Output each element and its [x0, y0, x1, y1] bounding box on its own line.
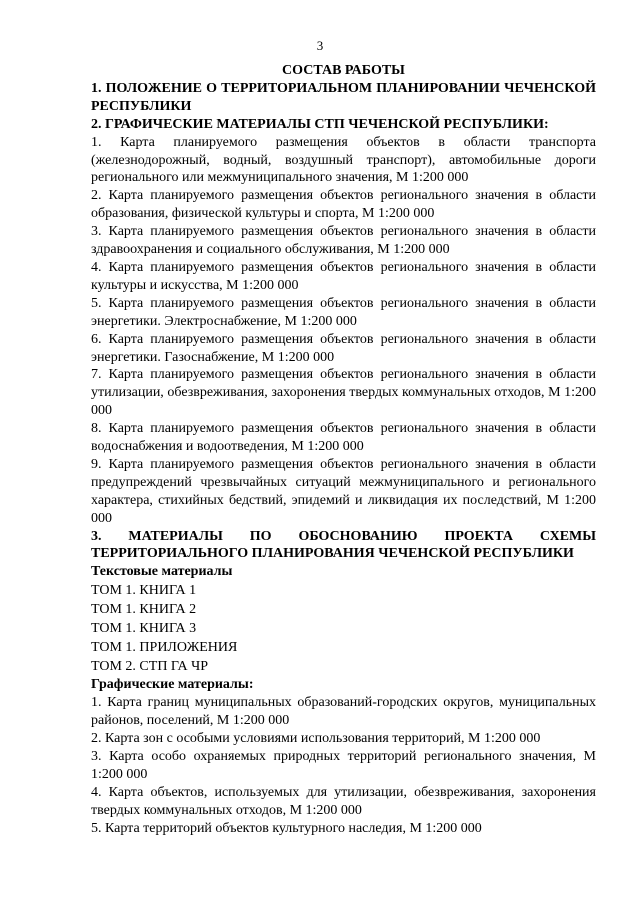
section-2-item: 1. Карта планируемого размещения объектов в области транспорта (железнодорожный, водный, воздушный транспорт), автомобильные дороги регионального или межмуниципального значения, М 1:200 000	[91, 134, 596, 186]
graphic-material-item: 5. Карта территорий объектов культурного наследия, М 1:200 000	[91, 820, 482, 836]
document-body	[91, 62, 596, 837]
section-2-item: 2. Карта планируемого размещения объектов регионального значения в области образования, физической культуры и спорта, М 1:200 000	[91, 188, 596, 222]
document-title: СОСТАВ РАБОТЫ	[282, 63, 405, 78]
page-number: 3	[316, 38, 324, 53]
section-2-item: 7. Карта планируемого размещения объектов регионального значения в области утилизации, обезвреживания, захоронения твердых коммунальных отходов, М 1:200 000	[91, 367, 596, 419]
section-2-item: 9. Карта планируемого размещения объектов регионального значения в области предупреждений чрезвычайных ситуаций межмуниципального и регионального характера, стихийных бедствий, эпидемий и ликвидация их последствий, М 1:200 000	[91, 456, 596, 526]
text-materials-heading: Текстовые материалы	[91, 564, 233, 580]
graphic-material-item: 3. Карта особо охраняемых природных территорий регионального значения, М 1:200 000	[91, 748, 596, 782]
graphic-material-item: 1. Карта границ муниципальных образований-городских округов, муниципальных районов, поселений, М 1:200 000	[91, 695, 596, 729]
text-material-item: ТОМ 1. КНИГА 3	[91, 621, 197, 637]
section-1-heading: 1. ПОЛОЖЕНИЕ О ТЕРРИТОРИАЛЬНОМ ПЛАНИРОВАНИИ ЧЕЧЕНСКОЙ РЕСПУБЛИКИ	[91, 80, 596, 114]
section-3-heading: 3. МАТЕРИАЛЫ ПО ОБОСНОВАНИЮ ПРОЕКТА СХЕМЫ ТЕРРИТОРИАЛЬНОГО ПЛАНИРОВАНИЯ ЧЕЧЕНСКОЙ РЕСПУБЛИКИ	[91, 528, 596, 562]
section-2-item: 4. Карта планируемого размещения объектов регионального значения в области культуры и искусства, М 1:200 000	[91, 259, 596, 293]
section-2-heading: 2. ГРАФИЧЕСКИЕ МАТЕРИАЛЫ СТП ЧЕЧЕНСКОЙ РЕСПУБЛИКИ:	[91, 116, 549, 132]
text-material-item: ТОМ 1. ПРИЛОЖЕНИЯ	[91, 640, 238, 656]
graphic-material-item: 4. Карта объектов, используемых для утилизации, обезвреживания, захоронения твердых коммунальных отходов, М 1:200 000	[91, 784, 596, 818]
section-2-item: 3. Карта планируемого размещения объектов регионального значения в области здравоохранения и социального обслуживания, М 1:200 000	[91, 224, 596, 258]
text-material-item: ТОМ 1. КНИГА 1	[91, 583, 197, 599]
section-2-item: 6. Карта планируемого размещения объектов регионального значения в области энергетики. Газоснабжение, М 1:200 000	[91, 331, 596, 365]
text-material-item: ТОМ 1. КНИГА 2	[91, 602, 197, 618]
text-material-item: ТОМ 2. СТП ГА ЧР	[91, 659, 208, 675]
graphic-material-item: 2. Карта зон с особыми условиями использования территорий, М 1:200 000	[91, 731, 541, 746]
graphic-materials-heading: Графические материалы:	[91, 677, 254, 693]
section-2-item: 5. Карта планируемого размещения объектов регионального значения в области энергетики. Электроснабжение, М 1:200 000	[91, 295, 596, 329]
section-2-item: 8. Карта планируемого размещения объектов регионального значения в области водоснабжения и водоотведения, М 1:200 000	[91, 421, 596, 455]
